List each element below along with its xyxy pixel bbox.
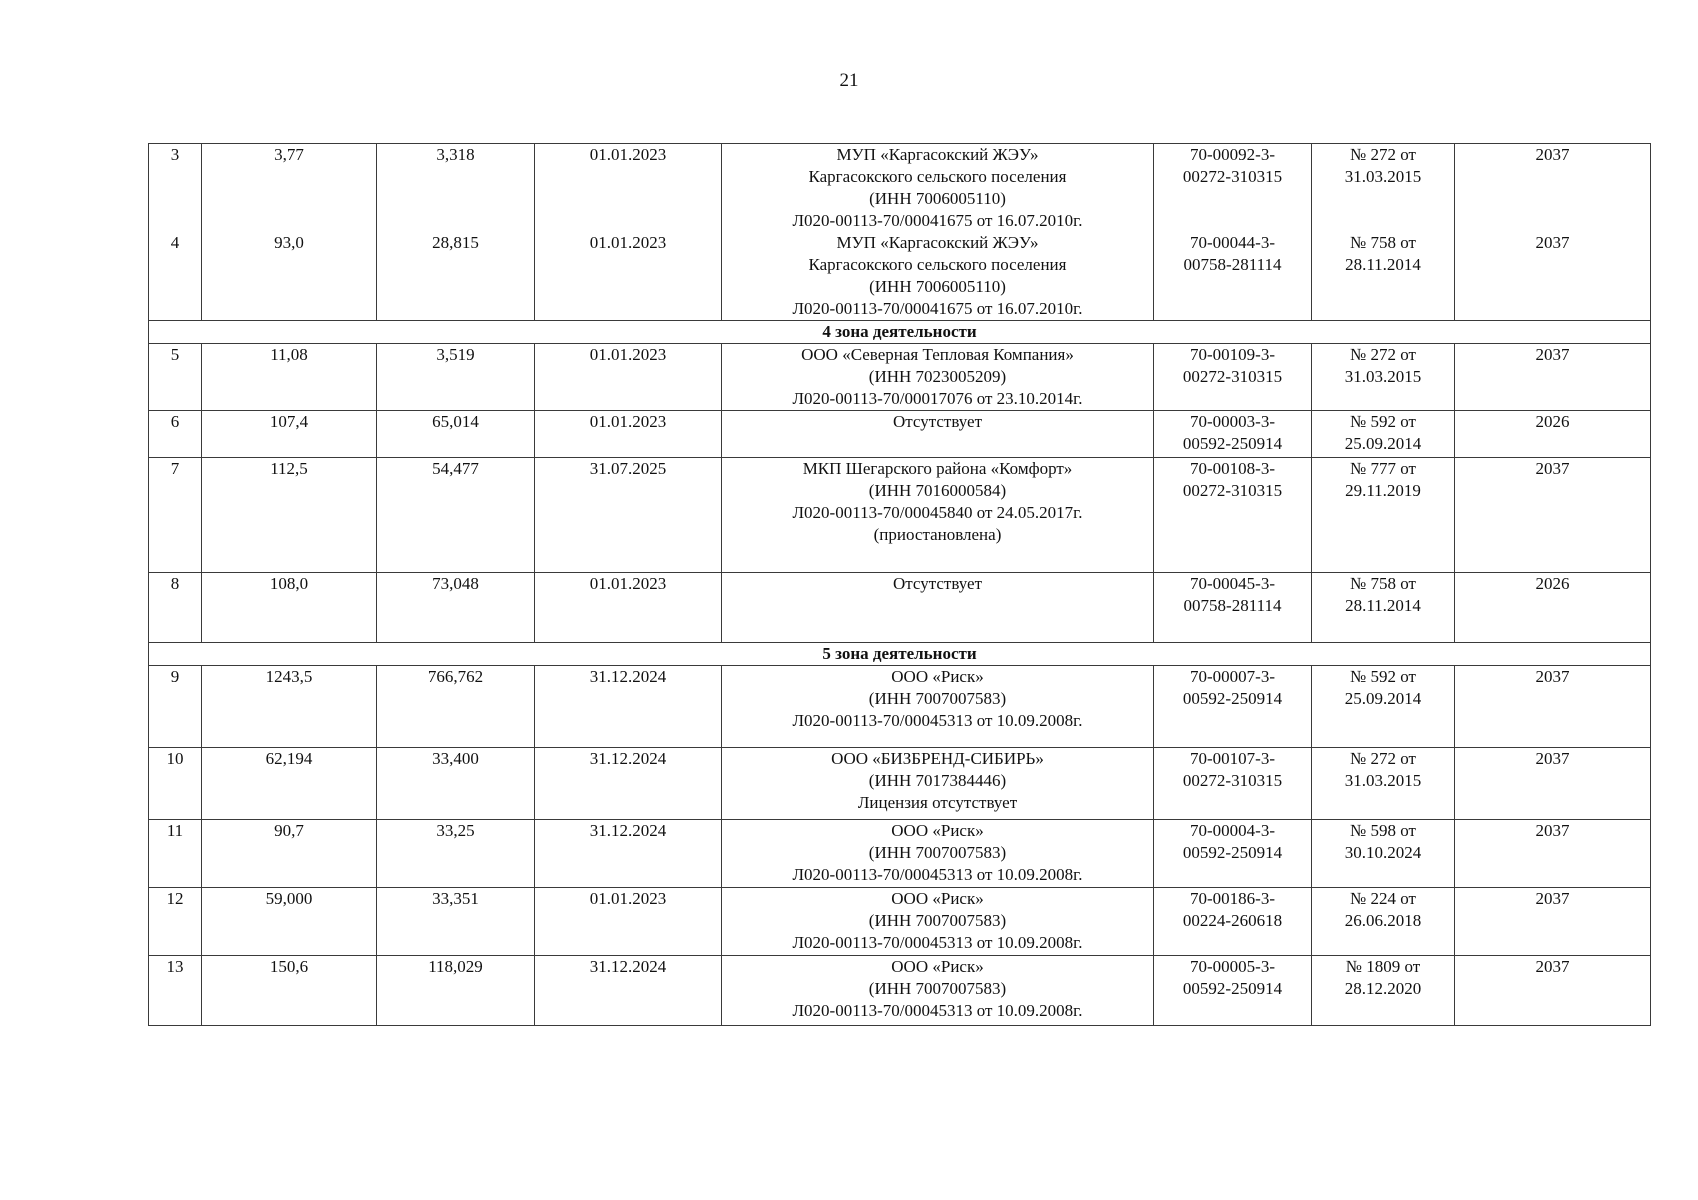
cell-text: ООО «БИЗБРЕНД-СИБИРЬ» <box>831 749 1044 768</box>
cell-date: 31.12.2024 <box>535 666 722 748</box>
cell-organization <box>722 573 1154 643</box>
cell-value-2: 118,029 <box>377 956 535 1026</box>
cell-text: Каргасокского сельского поселения <box>808 167 1067 186</box>
cell-text: № 272 от <box>1350 749 1416 768</box>
cell-text: 26.06.2018 <box>1344 911 1422 930</box>
cell-num: 5 <box>149 344 202 411</box>
cell-text: 00592-250914 <box>1182 434 1283 453</box>
cell-value-1: 108,0 <box>202 573 377 643</box>
cell-text: 25.09.2014 <box>1344 689 1422 708</box>
cell-text: 00758-281114 <box>1183 255 1282 274</box>
cell-text: 70-00108-3- <box>1190 459 1275 478</box>
cell-text: 3,318 <box>436 145 475 164</box>
table-row <box>149 411 1651 458</box>
cell-year: 2026 <box>1455 411 1651 458</box>
cell-text: № 592 от <box>1350 412 1416 431</box>
table-row <box>149 144 1651 321</box>
cell-text: ООО «Северная Тепловая Компания» <box>801 345 1074 364</box>
cell-text: 70-00004-3- <box>1190 821 1275 840</box>
cell-num: 10 <box>149 748 202 820</box>
cell-text: 70-00005-3- <box>1190 957 1275 976</box>
cell-text: 70-00092-3- <box>1190 145 1275 164</box>
cell-date: 01.01.2023 <box>535 411 722 458</box>
cell-order <box>1312 411 1455 458</box>
cell-date <box>535 144 722 321</box>
cell-text: 00272-310315 <box>1182 771 1283 790</box>
cell-value-1: 62,194 <box>202 748 377 820</box>
cell-text: 2037 <box>1535 145 1570 164</box>
cell-text: 28.11.2014 <box>1345 255 1421 274</box>
cell-organization <box>722 411 1154 458</box>
cell-text: (приостановлена) <box>873 525 1002 544</box>
cell-text: Каргасокского сельского поселения <box>808 255 1067 274</box>
cell-year: 2037 <box>1455 344 1651 411</box>
cell-year: 2037 <box>1455 820 1651 888</box>
cell-num: 8 <box>149 573 202 643</box>
cell-text: (ИНН 7007007583) <box>868 911 1007 930</box>
cell-order <box>1312 344 1455 411</box>
cell-registration <box>1154 144 1312 321</box>
cell-text: № 224 от <box>1350 889 1416 908</box>
zone-heading: 5 зона деятельности <box>149 643 1651 666</box>
cell-value-1: 150,6 <box>202 956 377 1026</box>
cell-text: 70-00186-3- <box>1190 889 1275 908</box>
registry-table <box>148 143 1651 1026</box>
cell-text: 31.03.2015 <box>1344 167 1422 186</box>
cell-organization <box>722 748 1154 820</box>
table-row <box>149 573 1651 643</box>
cell-registration <box>1154 748 1312 820</box>
cell-text: МКП Шегарского района «Комфорт» <box>802 459 1073 478</box>
cell-order <box>1312 666 1455 748</box>
cell-registration <box>1154 573 1312 643</box>
cell-organization <box>722 344 1154 411</box>
cell-text: 70-00107-3- <box>1190 749 1275 768</box>
cell-date: 01.01.2023 <box>535 888 722 956</box>
cell-order <box>1312 573 1455 643</box>
cell-text: 70-00044-3- <box>1190 233 1275 252</box>
cell-date: 31.07.2025 <box>535 458 722 573</box>
cell-text: МУП «Каргасокский ЖЭУ» <box>836 145 1039 164</box>
cell-text: № 598 от <box>1350 821 1416 840</box>
cell-text: Л020-00113-70/00041675 от 16.07.2010г. <box>792 211 1083 230</box>
cell-registration <box>1154 820 1312 888</box>
cell-text: Лицензия отсутствует <box>857 793 1018 812</box>
cell-text: (ИНН 7007007583) <box>868 843 1007 862</box>
cell-value-2: 766,762 <box>377 666 535 748</box>
cell-num <box>149 144 202 321</box>
cell-num: 12 <box>149 888 202 956</box>
cell-text: 2037 <box>1535 233 1570 252</box>
cell-num: 13 <box>149 956 202 1026</box>
cell-text: 28.11.2014 <box>1345 596 1421 615</box>
table-row <box>149 748 1651 820</box>
cell-value-2 <box>377 144 535 321</box>
cell-date: 31.12.2024 <box>535 956 722 1026</box>
cell-text: Л020-00113-70/00045313 от 10.09.2008г. <box>792 865 1083 884</box>
cell-text: № 592 от <box>1350 667 1416 686</box>
cell-text: (ИНН 7023005209) <box>868 367 1007 386</box>
page-number: 21 <box>839 70 859 91</box>
cell-text: 3 <box>170 145 180 164</box>
cell-order <box>1312 144 1455 321</box>
cell-value-2: 73,048 <box>377 573 535 643</box>
cell-text: № 758 от <box>1350 574 1416 593</box>
cell-num: 6 <box>149 411 202 458</box>
cell-text: № 777 от <box>1350 459 1416 478</box>
table-row <box>149 888 1651 956</box>
table-row <box>149 458 1651 573</box>
cell-order <box>1312 820 1455 888</box>
cell-text: 70-00045-3- <box>1190 574 1275 593</box>
cell-text: 00224-260618 <box>1182 911 1283 930</box>
cell-text: 28.12.2020 <box>1344 979 1422 998</box>
cell-year: 2037 <box>1455 888 1651 956</box>
cell-organization <box>722 820 1154 888</box>
cell-text: 00592-250914 <box>1182 979 1283 998</box>
cell-registration <box>1154 956 1312 1026</box>
cell-value-1: 112,5 <box>202 458 377 573</box>
cell-order <box>1312 748 1455 820</box>
cell-date: 01.01.2023 <box>535 573 722 643</box>
cell-date: 01.01.2023 <box>535 344 722 411</box>
cell-text: № 1809 от <box>1345 957 1421 976</box>
cell-text: Л020-00113-70/00045313 от 10.09.2008г. <box>792 933 1083 952</box>
cell-text: Отсутствует <box>892 574 983 593</box>
cell-text: ООО «Риск» <box>891 957 984 976</box>
cell-text: 70-00003-3- <box>1190 412 1275 431</box>
cell-value-1: 90,7 <box>202 820 377 888</box>
cell-num: 9 <box>149 666 202 748</box>
cell-text: 00272-310315 <box>1182 481 1283 500</box>
cell-text: 70-00007-3- <box>1190 667 1275 686</box>
cell-organization <box>722 888 1154 956</box>
zone-row <box>149 643 1651 666</box>
cell-value-2: 54,477 <box>377 458 535 573</box>
cell-text: 00272-310315 <box>1182 167 1283 186</box>
cell-text: 3,77 <box>274 145 304 164</box>
cell-order <box>1312 888 1455 956</box>
cell-text: № 272 от <box>1350 145 1416 164</box>
cell-value-1: 11,08 <box>202 344 377 411</box>
zone-row <box>149 321 1651 344</box>
cell-text: 70-00109-3- <box>1190 345 1275 364</box>
cell-text: МУП «Каргасокский ЖЭУ» <box>836 233 1039 252</box>
cell-text: 30.10.2024 <box>1344 843 1422 862</box>
cell-text: 31.03.2015 <box>1344 771 1422 790</box>
cell-value-2: 33,351 <box>377 888 535 956</box>
cell-num: 11 <box>149 820 202 888</box>
cell-year: 2026 <box>1455 573 1651 643</box>
cell-text: 93,0 <box>274 233 304 252</box>
cell-text: 29.11.2019 <box>1345 481 1421 500</box>
cell-text: Л020-00113-70/00045313 от 10.09.2008г. <box>792 711 1083 730</box>
cell-text: (ИНН 7017384446) <box>868 771 1007 790</box>
cell-text: (ИНН 7016000584) <box>868 481 1007 500</box>
cell-text: 00592-250914 <box>1182 689 1283 708</box>
cell-registration <box>1154 666 1312 748</box>
cell-year: 2037 <box>1455 956 1651 1026</box>
cell-text: 28,815 <box>432 233 479 252</box>
cell-registration <box>1154 458 1312 573</box>
cell-registration <box>1154 888 1312 956</box>
cell-value-2: 33,400 <box>377 748 535 820</box>
cell-text: (ИНН 7006005110) <box>869 189 1006 208</box>
cell-value-2: 65,014 <box>377 411 535 458</box>
cell-date: 31.12.2024 <box>535 748 722 820</box>
cell-value-2: 3,519 <box>377 344 535 411</box>
cell-text: 00758-281114 <box>1183 596 1282 615</box>
cell-num: 7 <box>149 458 202 573</box>
table-row <box>149 820 1651 888</box>
cell-text: № 272 от <box>1350 345 1416 364</box>
cell-organization <box>722 956 1154 1026</box>
cell-value-1: 59,000 <box>202 888 377 956</box>
zone-heading: 4 зона деятельности <box>149 321 1651 344</box>
cell-text: 4 <box>170 233 180 252</box>
cell-text: Отсутствует <box>892 412 983 431</box>
cell-text: 00272-310315 <box>1182 367 1283 386</box>
cell-organization <box>722 666 1154 748</box>
cell-value-1: 107,4 <box>202 411 377 458</box>
cell-year: 2037 <box>1455 458 1651 573</box>
cell-date: 31.12.2024 <box>535 820 722 888</box>
cell-text: ООО «Риск» <box>891 821 984 840</box>
cell-text: 01.01.2023 <box>589 233 667 252</box>
cell-text: (ИНН 7007007583) <box>868 689 1007 708</box>
table-row <box>149 956 1651 1026</box>
cell-text: 01.01.2023 <box>589 145 667 164</box>
cell-text: Л020-00113-70/00045313 от 10.09.2008г. <box>792 1001 1083 1020</box>
table-row <box>149 344 1651 411</box>
cell-order <box>1312 458 1455 573</box>
cell-organization <box>722 458 1154 573</box>
cell-text: Л020-00113-70/00045840 от 24.05.2017г. <box>792 503 1083 522</box>
cell-text: (ИНН 7007007583) <box>868 979 1007 998</box>
cell-text: 25.09.2014 <box>1344 434 1422 453</box>
cell-text: № 758 от <box>1350 233 1416 252</box>
cell-year: 2037 <box>1455 666 1651 748</box>
cell-registration <box>1154 344 1312 411</box>
cell-order <box>1312 956 1455 1026</box>
cell-value-1 <box>202 144 377 321</box>
cell-organization <box>722 144 1154 321</box>
table-row <box>149 666 1651 748</box>
cell-year <box>1455 144 1651 321</box>
cell-value-2: 33,25 <box>377 820 535 888</box>
cell-value-1: 1243,5 <box>202 666 377 748</box>
cell-year: 2037 <box>1455 748 1651 820</box>
cell-text: Л020-00113-70/00017076 от 23.10.2014г. <box>792 389 1083 408</box>
cell-text: (ИНН 7006005110) <box>869 277 1006 296</box>
cell-text: 31.03.2015 <box>1344 367 1422 386</box>
cell-text: Л020-00113-70/00041675 от 16.07.2010г. <box>792 299 1083 318</box>
cell-registration <box>1154 411 1312 458</box>
cell-text: ООО «Риск» <box>891 889 984 908</box>
cell-text: ООО «Риск» <box>891 667 984 686</box>
cell-text: 00592-250914 <box>1182 843 1283 862</box>
